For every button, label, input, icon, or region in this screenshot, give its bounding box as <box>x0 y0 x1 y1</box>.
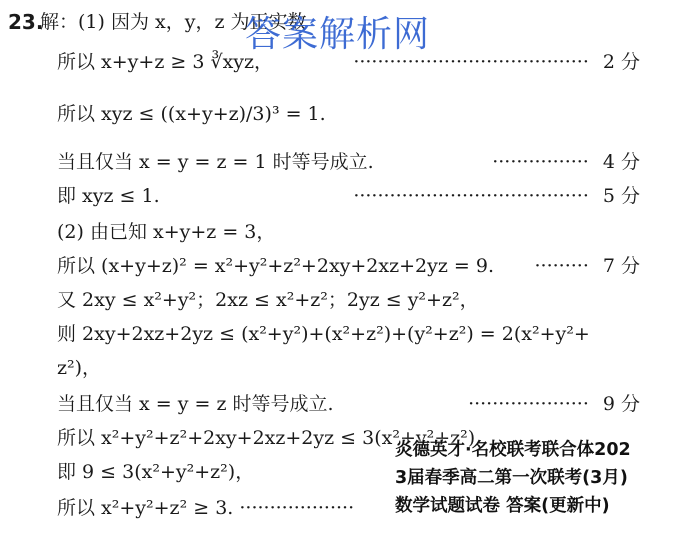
line-text: z²)， <box>57 357 102 379</box>
solution-line-5 <box>57 184 160 208</box>
score-label: 2 分 <box>602 51 640 73</box>
score-label: 9 分 <box>602 393 640 415</box>
problem-number: 23. <box>8 10 44 34</box>
line-text: 所以 x²+y²+z²+2xy+2xz+2yz ≤ 3(x²+y²+z²) <box>57 427 476 449</box>
line-text: 则 2xy+2xz+2yz ≤ (x²+y²)+(x²+z²)+(y²+z²) = 2(x²+y²+ <box>57 323 590 345</box>
watermark-line-2: 3届春季高二第一次联考(3月) <box>395 468 628 488</box>
score-line-4: ················ 4 分 <box>492 151 640 173</box>
line-text: 当且仅当 x = y = z = 1 时等号成立. <box>57 151 374 173</box>
line-text: 又 2xy ≤ x²+y²；2xz ≤ x²+z²；2yz ≤ y²+z²， <box>57 289 479 311</box>
watermark-top: 答案解析网 <box>245 14 431 55</box>
solution-line-7 <box>57 254 494 278</box>
leader-dots: ··················· <box>239 497 355 519</box>
score-line-2: ······································· 2 分 <box>353 51 640 73</box>
line-text: 所以 x+y+z ≥ 3 ∛xyz， <box>57 51 274 73</box>
line-text: 解：(1) 因为 x，y，z 为正实数 <box>40 11 307 33</box>
solution-line-8 <box>57 288 479 312</box>
line-text: 即 9 ≤ 3(x²+y²+z²)， <box>57 461 255 483</box>
solution-line-14 <box>57 496 354 520</box>
watermark-line-1: 炎德英才·名校联考联合体202 <box>395 440 631 460</box>
score-label: 5 分 <box>602 185 640 207</box>
score-label: 4 分 <box>602 151 640 173</box>
line-text: 当且仅当 x = y = z 时等号成立. <box>57 393 334 415</box>
watermark-caption <box>395 436 680 520</box>
line-text: 所以 (x+y+z)² = x²+y²+z²+2xy+2xz+2yz = 9. <box>57 255 495 277</box>
solution-line-11 <box>57 392 334 416</box>
solution-line-3 <box>57 102 326 126</box>
score-line-7: ········· 7 分 <box>534 255 640 277</box>
solution-line-2 <box>57 50 273 74</box>
solution-line-10 <box>57 356 101 380</box>
score-line-5: ······································· 5 分 <box>353 185 640 207</box>
line-text: 所以 xyz ≤ ((x+y+z)/3)³ = 1. <box>57 103 326 125</box>
solution-line-6 <box>57 220 275 244</box>
watermark-line-3: 数学试题试卷 答案(更新中) <box>395 496 610 516</box>
solution-line-9 <box>57 322 590 346</box>
score-label: 7 分 <box>602 255 640 277</box>
score-line-11: ···················· 9 分 <box>468 393 640 415</box>
solution-line-4 <box>57 150 374 174</box>
line-text: 所以 x²+y²+z² ≥ 3. <box>57 497 234 519</box>
solution-line-13 <box>57 460 254 484</box>
line-text: 即 xyz ≤ 1. <box>57 185 160 207</box>
line-text: (2) 由已知 x+y+z = 3， <box>57 221 276 243</box>
